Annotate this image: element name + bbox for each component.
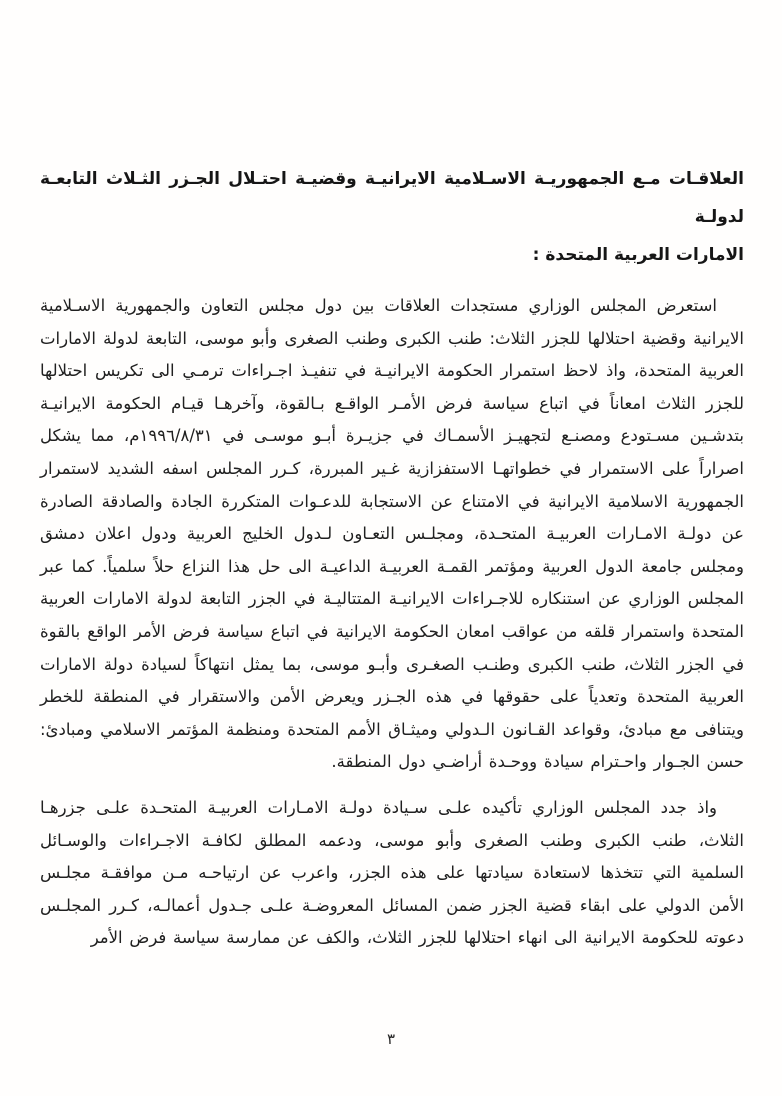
paragraph-relations-review: استعرض المجلس الوزاري مستجدات العلاقات بين دول مجلس التعاون والجمهورية الاسـلامية الايرانية وقضية احتلالها للجزر الثلاث: طنب الكبرى وطنب الصغرى وأبو موسى، التابعة لدولة الامارات العربية المتحدة، واذ لاحظ استمرار الحكومة الايرانيـة في تنفيـذ اجـراءات ترمـي الى تكريس احتلالها للجزر الثلاث امعاناً في اتباع سياسة فرض الأمـر الواقـع بـالقوة، وآخرهـا قيـام الحكومة الايرانيـة بتدشـين مسـتودع ومصنـع لتجهيـز الأسمـاك في جزيـرة أبـو موسـى في ١٩٩٦/٨/٣١م، مما يشكل اصراراً على الاستمرار في خطواتهـا الاستفزازية غـير المبررة، كـرر المجلس اسفه الشديد لاستمرار الجمهورية الاسلامية الايرانية في الامتناع عن الاستجابة للدعـوات المتكررة الجادة والصادقة الصادرة عن دولـة الامـارات العربيـة المتحـدة، ومجلـس التعـاون لـدول الخليج العربية ودول اعلان دمشق ومجلس جامعة الدول العربية ومؤتمر القمـة العربيـة الداعيـة الى حل هذا النزاع حلاً سلمياً. كما عبر المجلس الوزاري عن استنكاره للاجـراءات الايرانيـة المتتاليـة في الجزر التابعة لدولة الامارات العربية المتحدة واستمرار قلقه من عواقب امعان الحكومة الايرانية في اتباع سياسة فرض الأمر الواقع بالقوة في الجزر الثلاث، طنب الكبرى وطنـب الصغـرى وأبـو موسى، بما يمثل انتهاكاً لسيادة دولة الامارات العربية المتحدة وتعدياً على حقوقها في هذه الجـزر ويعرض الأمن والاستقرار في المنطقة للخطر ويتنافى مع مبادئ، وقواعد القـانون الـدولي وميثـاق الأمم المتحدة ومنظمة المؤتمر الاسلامي ومبادئ: حسن الجـوار واحـترام سيادة ووحـدة أراضـي دول المنطقة.: [40, 296, 744, 772]
title-line-2: الامارات العربية المتحدة :: [532, 245, 744, 265]
document-title: [40, 160, 744, 274]
page-number: ٣: [386, 1030, 396, 1048]
title-line-1: العلاقـات مـع الجمهوريـة الاسـلامية الايرانيـة وقضيـة احتـلال الجـزر الثـلاث التابعـة لدولـة: [40, 169, 744, 227]
paragraph-sovereignty-affirmation: واذ جدد المجلس الوزاري تأكيده علـى سـيادة دولـة الامـارات العربيـة المتحـدة علـى جزرهـا الثلاث، طنب الكبرى وطنب الصغرى وأبو موسى، ودعمه المطلق لكافـة الاجـراءات والوسـائل السلمية التي تتخذها لاستعادة سيادتها على هذه الجزر، واعرب عن ارتياحـه مـن موافقـة مجلـس الأمن الدولي على ابقاء قضية الجزر ضمن المسائل المعروضـة علـى جـدول أعمالـه، كـرر المجلـس دعوته للحكومة الايرانية الى انهاء احتلالها للجزر الثلاث، والكف عن ممارسة سياسة فرض الأمر: [40, 797, 744, 948]
